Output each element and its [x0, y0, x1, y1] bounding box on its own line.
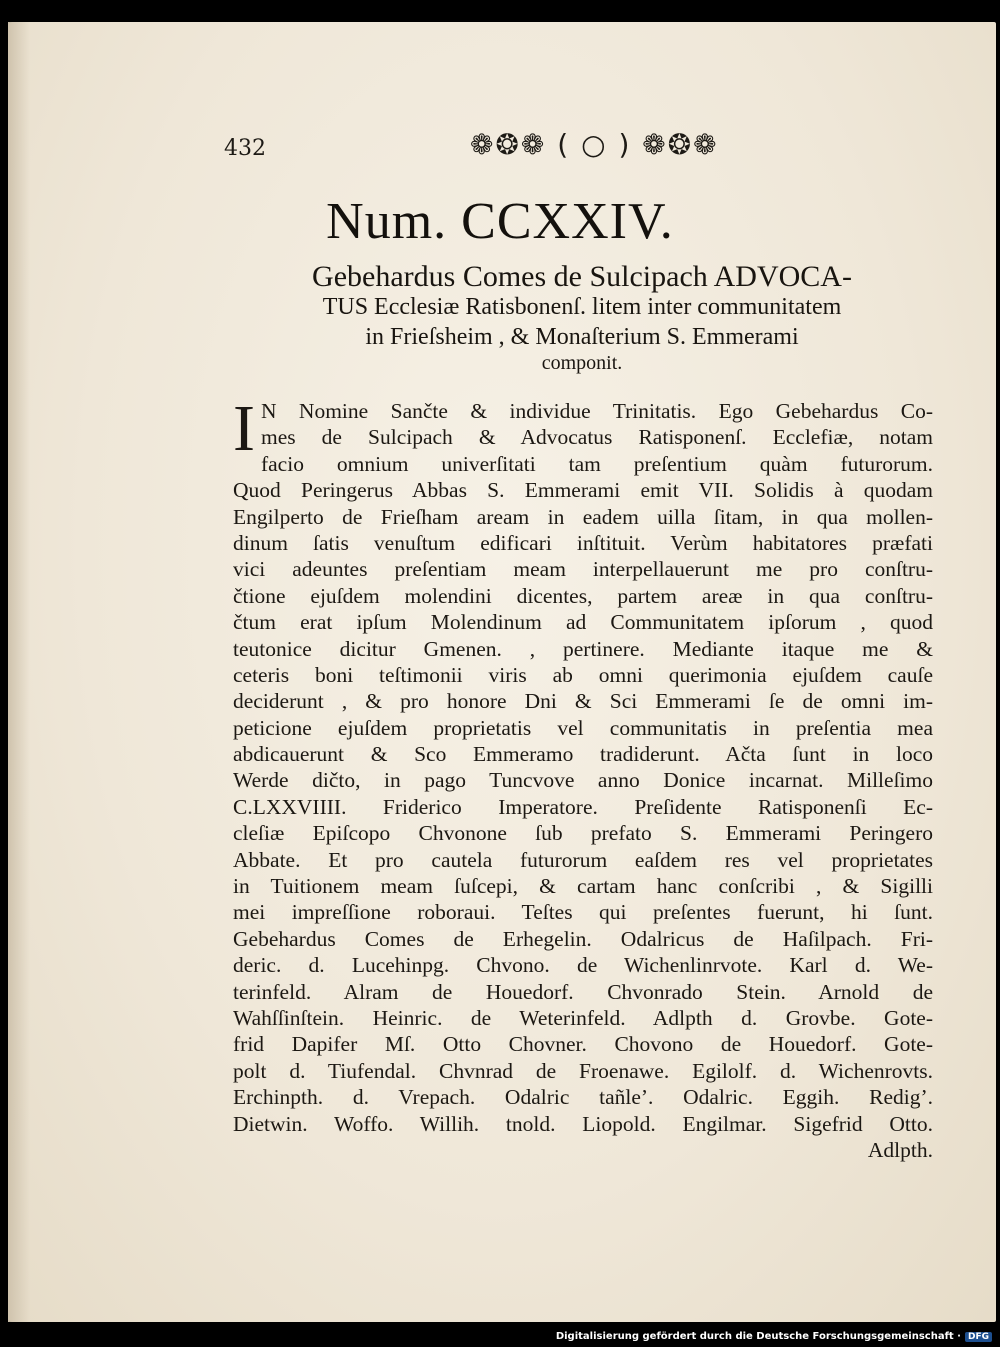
heading-line-4: componit.	[541, 352, 623, 374]
text-line: deciderunt , & pro honore Dni & Sci Emmerami ſe de omni im-	[233, 689, 933, 714]
footer-credit	[556, 1331, 992, 1342]
dfg-logo: DFG	[965, 1332, 992, 1342]
text-line: Gebehardus Comes de Erhegelin. Odalricus de Haſilpach. Fri-	[233, 926, 933, 951]
text-line: N Nomine Sančte & individue Trinitatis. Ego Gebehardus Co-	[260, 399, 933, 423]
text-line: dinum ſatis venuſtum edificari inſtituit. Verùm habitatores præfati	[233, 530, 933, 555]
text-line: C.LXXVIIII. Friderico Imperatore. Preſidente Ratisponenſi Ec-	[233, 794, 933, 819]
text-line: Abbate. Et pro cautela futurorum eaſdem res vel proprietates	[233, 847, 933, 872]
text-line: peticione ejuſdem proprietatis vel communitatis in preſentia mea	[233, 715, 933, 740]
document-heading	[232, 262, 932, 374]
heading-line-1: Gebehardus Comes de Sulcipach ADVOCA-	[312, 260, 852, 293]
page-header	[220, 128, 940, 168]
heading-line-3: in Frieſsheim , & Monaſterium S. Emmerami	[365, 324, 799, 350]
text-line: Werde dičto, in pago Tuncvove anno Donice incarnat. Milleſimo	[233, 768, 933, 793]
page-number: 432	[224, 136, 266, 161]
text-line: frid Dapifer Mſ. Otto Chovner. Chovono de Houedorf. Gote-	[233, 1032, 933, 1057]
header-ornament: ❁❂❁ ( ○ ) ❁❂❁	[470, 128, 719, 161]
text-line: cleſiæ Epiſcopo Chvonone ſub prefato S. Emmerami Peringero	[233, 821, 933, 846]
text-line: in Tuitionem meam ſuſcepi, & cartam hanc conſcribi , & Sigilli	[233, 874, 933, 899]
text-line: Quod Peringerus Abbas S. Emmerami emit VII. Solidis à quodam	[233, 478, 933, 503]
text-line: ceteris boni teſtimonii viris ab omni querimonia ejuſdem cauſe	[233, 662, 933, 687]
text-line: mes de Sulcipach & Advocatus Ratisponenſ. Ecclefiæ, notam	[260, 425, 933, 450]
heading-line-2: TUS Ecclesiæ Ratisbonenſ. litem inter communitatem	[322, 294, 842, 320]
text-line: čtum erat ipſum Molendinum ad Communitatem ipſorum , quod	[233, 610, 933, 635]
text-line: deric. d. Lucehinpg. Chvono. de Wichenlinrvote. Karl d. We-	[233, 953, 933, 978]
text-line: Dietwin. Woffo. Willih. tnold. Liopold. Engilmar. Sigefrid Otto.	[233, 1111, 933, 1136]
text-line: polt d. Tiufendal. Chvnrad de Froenawe. Egilolf. d. Wichenrovts.	[233, 1058, 933, 1083]
drop-cap: I	[233, 392, 255, 465]
text-line: teutonice dicitur Gmenen. , pertinere. Mediante itaque me &	[233, 636, 933, 661]
text-line: Adlpth.	[867, 1137, 933, 1162]
text-line: čtione ejuſdem molendini dicentes, partem areæ in qua conſtru-	[233, 583, 933, 608]
document-title: Num. CCXXIV.	[326, 193, 674, 250]
credit-text: Digitalisierung gefördert durch die Deutsche Forschungsgemeinschaft ·	[555, 1331, 961, 1342]
text-line: Engilperto de Frieſham aream in eadem uilla ſitam, in qua mollen-	[233, 504, 933, 529]
text-line: vici adeuntes preſentiam meam interpellauerunt me pro conſtru-	[233, 557, 933, 582]
text-line: Erchinpth. d. Vrepach. Odalric tañle’. Odalric. Eggih. Redig’.	[233, 1085, 933, 1110]
body-text	[233, 392, 933, 1163]
text-line: abdicauerunt & Sco Emmeramo tradiderunt. Ačta ſunt in loco	[233, 742, 933, 767]
text-line: terinfeld. Alram de Houedorf. Chvonrado Stein. Arnold de	[233, 979, 933, 1004]
text-line: mei impreſſione roboraui. Teſtes qui preſentes fuerunt, hi ſunt.	[233, 900, 933, 925]
text-line: facio omnium univerſitati tam preſentium quàm futurorum.	[260, 451, 933, 476]
text-line: Wahſſinſtein. Heinric. de Weterinfeld. Adlpth d. Grovbe. Gote-	[233, 1005, 933, 1030]
